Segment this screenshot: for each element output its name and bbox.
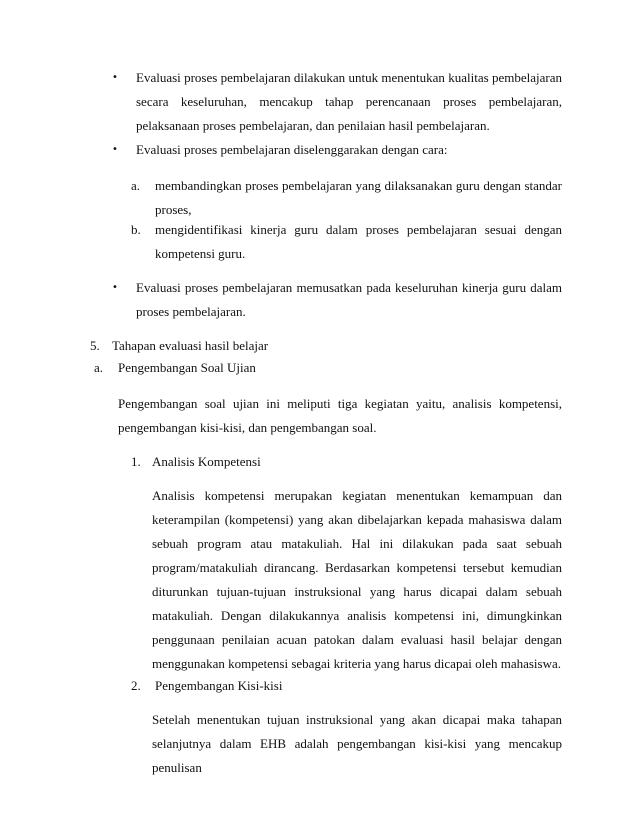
intro-paragraph: Pengembangan soal ujian ini meliputi tiga kegiatan yaitu, analisis kompetensi, pengembangan kisi-kisi, dan pengembangan soal.: [118, 396, 562, 435]
item-body-1: Analisis kompetensi merupakan kegiatan menentukan kemampuan dan keterampilan (kompetensi) yang akan dibelajarkan kepada mahasiswa dalam sebuah program atau matakuliah. Hal ini dilakukan pada saat sebuah program/matakuliah dirancang. Berdasarkan kompetensi tersebut kemudian diturunkan tujuan-tujuan instruksional yang harus dicapai dalam sebuah matakuliah. Dengan dilakukannya analisis kompetensi ini, dimungkinkan penggunaan penilaian acuan patokan dalam evaluasi hasil belajar dengan menggunakan kompetensi sebagai kriteria yang harus dicapai oleh mahasiswa.: [152, 488, 562, 671]
bullet-text-1: Evaluasi proses pembelajaran dilakukan untuk menentukan kualitas pembelajaran secara keseluruhan, mencakup tahap perencanaan proses pembelajaran, pelaksanaan proses pembelajaran, dan penilaian hasil pembelajaran.: [136, 70, 562, 133]
sublist-marker-b: b.: [131, 222, 141, 237]
subsection-heading: Pengembangan Soal Ujian: [118, 360, 256, 375]
section-number: 5.: [90, 338, 100, 353]
item-marker-1: 1.: [131, 454, 141, 469]
bullet-marker: •: [112, 72, 118, 83]
sublist-text-b: mengidentifikasi kinerja guru dalam proses pembelajaran sesuai dengan kompetensi guru.: [155, 222, 562, 261]
subsection-marker: a.: [94, 360, 104, 375]
bullet-marker: •: [112, 282, 118, 293]
item-heading-1: Analisis Kompetensi: [152, 454, 261, 469]
sublist-marker-a: a.: [131, 178, 141, 193]
bullet-marker: •: [112, 144, 118, 155]
section-heading: Tahapan evaluasi hasil belajar: [112, 338, 269, 353]
item-heading-2: Pengembangan Kisi-kisi: [155, 678, 283, 693]
sublist-text-a: membandingkan proses pembelajaran yang dilaksanakan guru dengan standar proses,: [155, 178, 562, 217]
bullet-text-3: Evaluasi proses pembelajaran memusatkan pada keseluruhan kinerja guru dalam proses pembelajaran.: [136, 280, 562, 319]
bullet-text-2: Evaluasi proses pembelajaran diselenggarakan dengan cara:: [136, 142, 448, 157]
item-body-2: Setelah menentukan tujuan instruksional yang akan dicapai maka tahapan selanjutnya dalam EHB adalah pengembangan kisi-kisi yang mencakup penulisan: [152, 712, 562, 775]
item-marker-2: 2.: [131, 678, 141, 693]
